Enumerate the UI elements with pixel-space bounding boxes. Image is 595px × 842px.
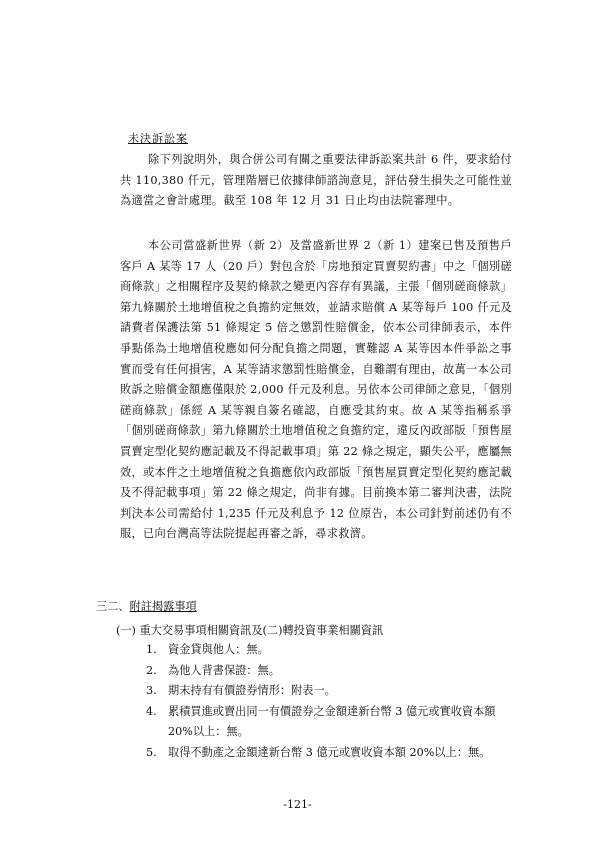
list-item-text: 為他人背書保證：無。 xyxy=(168,663,280,677)
paragraph-litigation-case: 本公司當盛新世界（新 2）及當盛新世界 2（新 1）建案已售及預售戶客戶 A 某等 17 人（20 戶）對包含於「房地預定買賣契約書」中之「個別磋商條款」之相關程序及契約條款之變更內容存有異議，主張「個別磋商條款」第九條關於土地增值稅之負擔約定無效，並請求賠償 A 某等每戶 100 仟元及請費者保護法第 51 條規定 5 倍之懲罰性賠償金，依本公司律師表示，本件爭點係為土地增值稅應如何分配負擔之問題，實難認 A 某等因本件爭訟之事實而受有任何損害，A 某等請求懲罰性賠償金，自難謂有理由，故萬一本公司敗訴之賠償金額應僅限於 2,000 仟元及利息。另依本公司律師之意見，「個別磋商條款」係經 A 某等親自簽名確認，自應受其約束。故 A 某等指稱系爭「個別磋商條款」第九條關於土地增值稅之負擔約定，違反內政部版「預售屋買賣定型化契約應記載及不得記載事項」第 22 條之規定，顯失公平，應屬無效，或本件之土地增值稅之負擔應依內政部版「預售屋買賣定型化契約應記載及不得記載事項」第 22 條之規定，尚非有據。目前換本第二審判決書，法院判決本公司需給付 1,235 仟元及利息予 12 位原告，本公司針對前述仍有不服，已向台灣高等法院提起再審之訴，尋求救濟。 xyxy=(120,239,512,541)
list-item-number: 2. xyxy=(146,663,157,677)
list-item xyxy=(146,681,521,702)
disclosure-list xyxy=(146,640,521,764)
subsection-number: (一) xyxy=(116,624,136,637)
list-item xyxy=(146,702,521,743)
list-item-number: 3. xyxy=(146,684,157,698)
page-number: -121- xyxy=(283,798,312,811)
list-item-text: 累積買進或賣出同一有價證券之金額達新台幣 3 億元或實收資本額 20%以上：無。 xyxy=(168,704,496,739)
list-item xyxy=(146,640,521,661)
subsection-heading xyxy=(116,622,383,638)
list-item-number: 1. xyxy=(146,643,157,656)
list-item-number: 5. xyxy=(146,745,157,759)
paragraph-litigation-summary: 除下列說明外，與合併公司有關之重要法律訴訟案共計 6 件，要求給付共 110,380 仟元，管理階層已依據律師諮詢意見，評估發生損失之可能性並為適當之會計處理。截至 108 年 12 月 31 日止均由法院審理中。 xyxy=(120,153,512,208)
subsection-title: 重大交易事項相關資訊及(二)轉投資事業相關資訊 xyxy=(139,624,384,637)
section-heading xyxy=(96,598,197,614)
list-item-text: 資金貸與他人：無。 xyxy=(168,643,269,656)
list-item-number: 4. xyxy=(146,704,157,718)
list-item xyxy=(146,661,521,682)
section-title: 附註揭露事項 xyxy=(129,600,197,613)
pending-litigation-heading: 未決訴訟案 xyxy=(128,132,188,145)
section-number: 三二、 xyxy=(96,600,130,613)
list-item xyxy=(146,743,521,764)
list-item-text: 取得不動產之金額達新台幣 3 億元或實收資本額 20%以上：無。 xyxy=(168,745,491,759)
list-item-text: 期末持有有價證券情形：附表一。 xyxy=(168,684,336,698)
